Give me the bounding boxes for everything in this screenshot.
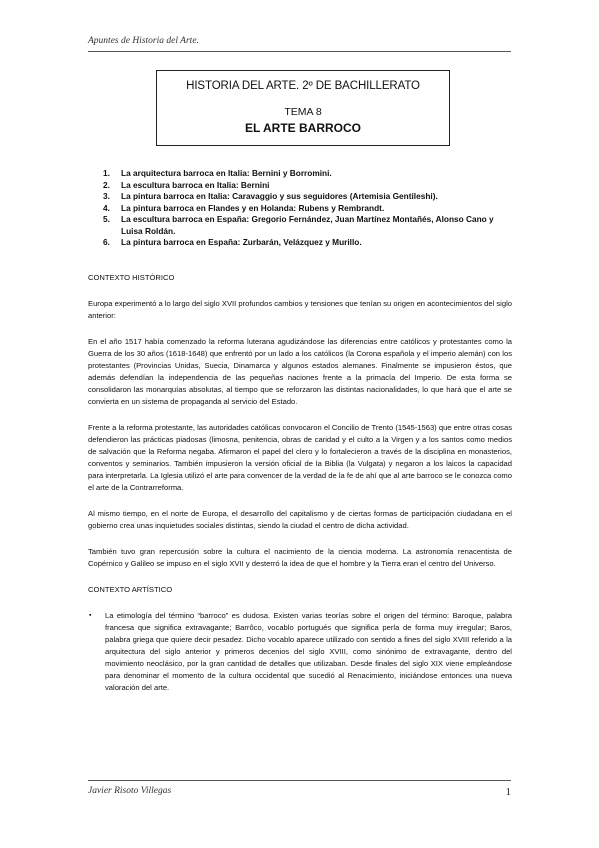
footer-divider	[88, 780, 511, 781]
document-title: EL ARTE BARROCO	[244, 121, 361, 135]
course-title: HISTORIA DEL ARTE. 2º DE BACHILLERATO	[186, 80, 420, 92]
paragraph: Europa experimentó a lo largo del siglo XVII profundos cambios y tensiones que tenían su origen en acontecimientos del siglo anterior:	[88, 299, 512, 320]
toc-text: La escultura barroca en Italia: Bernini	[121, 179, 270, 190]
toc-item	[103, 237, 513, 249]
page-number: 1	[505, 786, 511, 798]
toc-text: La arquitectura barroca en Italia: Bernini y Borromini.	[121, 168, 332, 178]
paragraph: También tuvo gran repercusión sobre la cultura el nacimiento de la ciencia moderna. La astronomía renacentista de Copérnico y Galileo se impuso en el siglo XVII y desterró la idea de que el hombre y la Tierra eran el centro del Universo.	[88, 547, 512, 568]
header-divider	[88, 51, 511, 52]
tema-number: TEMA 8	[284, 106, 322, 118]
bullet-text: La etimología del término “barroco” es dudosa. Existen varias teorías sobre el origen del término: Baroque, palabra francesa que significa extravagante; Barrôco, vocablo portugués que significa perla de forma muy irregular; Baros, palabra griega que quiere decir pesadez. Dicho vocablo aparece utilizado con sentido a fines del siglo XVIII referido a la arquitectura del siglo anterior y primeros decenios del siglo XVIII, como sinónimo de extravagante, dentro del movimiento neoclásico, por la gran cantidad de detalles que utilizaban. Desde finales del siglo XIX viene empleándose para denominar el momento de la cultura occidental que sucedió al Renacimiento, iniciándose entonces una nueva valoración del arte.	[105, 611, 512, 692]
toc-number: 1.	[103, 168, 110, 178]
toc-number: 3.	[103, 191, 110, 201]
toc-number: 5.	[103, 214, 110, 224]
toc-number: 6.	[103, 237, 110, 247]
toc-text: La pintura barroca en España: Zurbarán, Velázquez y Murillo.	[121, 237, 362, 247]
toc-item	[103, 168, 513, 180]
toc-number: 4.	[103, 202, 110, 213]
bullet-square-icon: ▪	[89, 612, 92, 619]
toc-item	[103, 191, 513, 203]
toc-number: 2.	[103, 179, 110, 190]
paragraph: Al mismo tiempo, en el norte de Europa, el desarrollo del capitalismo y de ciertas formas de participación ciudadana en el gobierno crea unas inquietudes sociales distintas, siendo la ciudad el centro de dicha actividad.	[88, 509, 512, 530]
toc-item	[103, 203, 513, 215]
table-of-contents	[103, 168, 513, 249]
section-heading-artistico: CONTEXTO ARTÍSTICO	[88, 585, 173, 594]
toc-item	[103, 214, 513, 237]
paragraph: En el año 1517 había comenzado la reforma luterana agudizándose las diferencias entre católicos y protestantes como la Guerra de los 30 años (1618-1648) que enfrentó por un lado a los católicos (la Corona española y el imperio alemán) con los protestantes (Provincias Unidas, Suecia, Dinamarca y algunos estados alemanes. Finalmente se impusieron éstos, que además defendían la independencia de las pequeñas naciones frente a la primacía del Imperio. De esta forma se consolidaron las monarquías absolutas, al tiempo que se reforzaron las distintas nacionalidades, lo que hará que el arte se convierta en un sistema de propaganda al servicio del Estado.	[88, 337, 512, 406]
document-body	[88, 272, 512, 694]
section-heading-historico: CONTEXTO HISTÓRICO	[88, 273, 175, 282]
toc-text: La escultura barroca en España: Gregorio Fernández, Juan Martínez Montañés, Alonso Cano y Luisa Roldán.	[121, 214, 494, 236]
running-header: Apuntes de Historia del Arte.	[88, 36, 199, 46]
bullet-item	[88, 610, 512, 694]
footer-author: Javier Risoto Villegas	[88, 786, 172, 796]
toc-text: La pintura barroca en Italia: Caravaggio y sus seguidores (Artemisia Gentileshi).	[121, 191, 438, 201]
title-box	[156, 70, 450, 146]
toc-item	[103, 180, 513, 192]
paragraph: Frente a la reforma protestante, las autoridades católicas convocaron el Concilio de Trento (1545-1563) que entre otras cosas defendieron las prácticas piadosas (limosna, penitencia, obras de caridad y el culto a la Virgen y a los santos como medios de salvación que la Reforma negaba. Afirmaron el papel del clero y lo fortalecieron a través de la disciplina en monasterios, conventos y seminarios. También impusieron la versión oficial de la Biblia (la Vulgata) y negaron a los laicos la capacidad para interpretarla. La Iglesia utilizó el arte para convencer de la verdad de la fe de ahí que al arte barroco se le conozca como el arte de la Contrarreforma.	[88, 423, 512, 492]
toc-text: La pintura barroca en Flandes y en Holanda: Rubens y Rembrandt.	[121, 202, 385, 213]
